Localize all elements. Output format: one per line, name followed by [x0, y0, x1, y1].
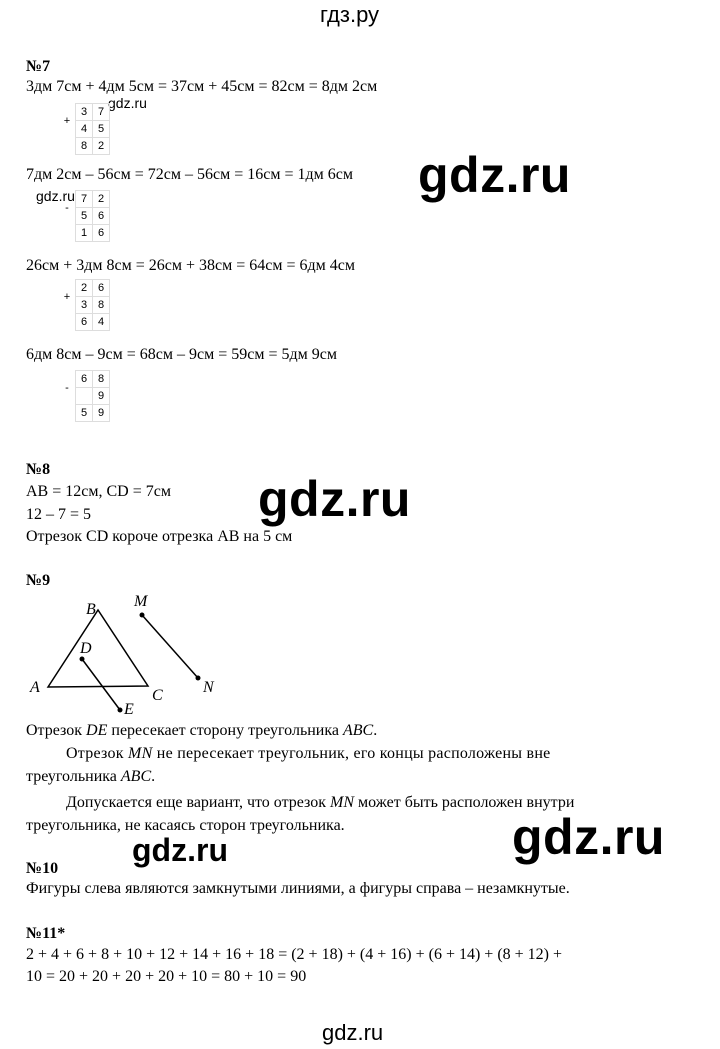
column-calc-4: - 6 8 9 5 9	[58, 370, 110, 422]
point-m	[140, 613, 145, 618]
watermark-small: gdz.ru	[108, 95, 147, 111]
operator: -	[59, 371, 76, 405]
task-11-title: №11*	[26, 925, 66, 942]
watermark-large: gdz.ru	[258, 471, 411, 527]
task-7-equation-3: 26см + 3дм 8см = 26см + 38см = 64см = 6дм 4см	[26, 257, 356, 274]
operator: -	[59, 191, 76, 225]
task-7-equation-4: 6дм 8см – 9см = 68см – 9см = 59см = 5дм 9см	[26, 346, 337, 363]
task-9-paragraph-1: Отрезок DE пересекает сторону треугольника ABC.	[26, 722, 378, 739]
watermark-large: gdz.ru	[512, 809, 665, 865]
segment-mn	[142, 615, 198, 678]
geometry-figure	[0, 590, 260, 720]
watermark-large: gdz.ru	[418, 147, 571, 203]
task-9-paragraph-2b: треугольника ABC.	[26, 768, 156, 785]
column-calc-2: - 7 2 5 6 1 6	[58, 190, 110, 242]
task-9-paragraph-2: Отрезок MN не пересекает треугольник, его концы расположены вне	[66, 745, 551, 762]
label-e: E	[124, 701, 134, 718]
column-calc-3: + 2 6 3 8 6 4	[58, 279, 110, 331]
label-m: M	[134, 593, 148, 610]
point-e	[118, 708, 123, 713]
task-8-line-2: 12 – 7 = 5	[26, 506, 92, 523]
task-10-title: №10	[26, 860, 59, 877]
site-footer: gdz.ru	[322, 1020, 384, 1045]
site-header: гдз.ру	[320, 2, 380, 27]
task-10-text: Фигуры слева являются замкнутыми линиями, а фигуры справа – незамкнутые.	[26, 880, 570, 897]
triangle-abc	[48, 610, 148, 687]
task-8-line-3: Отрезок CD короче отрезка AB на 5 см	[26, 528, 293, 545]
label-c: C	[152, 687, 163, 704]
label-a: A	[30, 679, 40, 696]
segment-de	[82, 659, 120, 710]
label-n: N	[203, 679, 214, 696]
operator: +	[59, 280, 76, 314]
task-8-title: №8	[26, 461, 51, 478]
watermark-small: gdz.ru	[36, 188, 75, 204]
point-n	[196, 676, 201, 681]
task-11-line-1: 2 + 4 + 6 + 8 + 10 + 12 + 14 + 16 + 18 = (2 + 18) + (4 + 16) + (6 + 14) + (8 + 12) +	[26, 946, 563, 963]
task-7-equation-1: 3дм 7см + 4дм 5см = 37см + 45см = 82см = 8дм 2см	[26, 78, 378, 95]
label-d: D	[80, 640, 92, 657]
operator: +	[59, 104, 76, 138]
task-7-equation-2: 7дм 2см – 56см = 72см – 56см = 16см = 1дм 6см	[26, 166, 353, 183]
task-9-title: №9	[26, 572, 51, 589]
task-9-paragraph-3: Допускается еще вариант, что отрезок MN может быть расположен внутри	[66, 794, 575, 811]
watermark-medium: gdz.ru	[132, 832, 228, 868]
column-calc-1: + 3 7 4 5 8 2	[58, 103, 110, 155]
task-7-title: №7	[26, 58, 51, 75]
task-11-line-2: 10 = 20 + 20 + 20 + 20 + 10 = 80 + 10 = 90	[26, 968, 307, 985]
task-8-line-1: AB = 12см, CD = 7см	[26, 483, 171, 500]
point-d	[80, 657, 85, 662]
label-b: B	[86, 601, 96, 618]
task-9-paragraph-3b: треугольника, не касаясь сторон треугольника.	[26, 817, 345, 834]
